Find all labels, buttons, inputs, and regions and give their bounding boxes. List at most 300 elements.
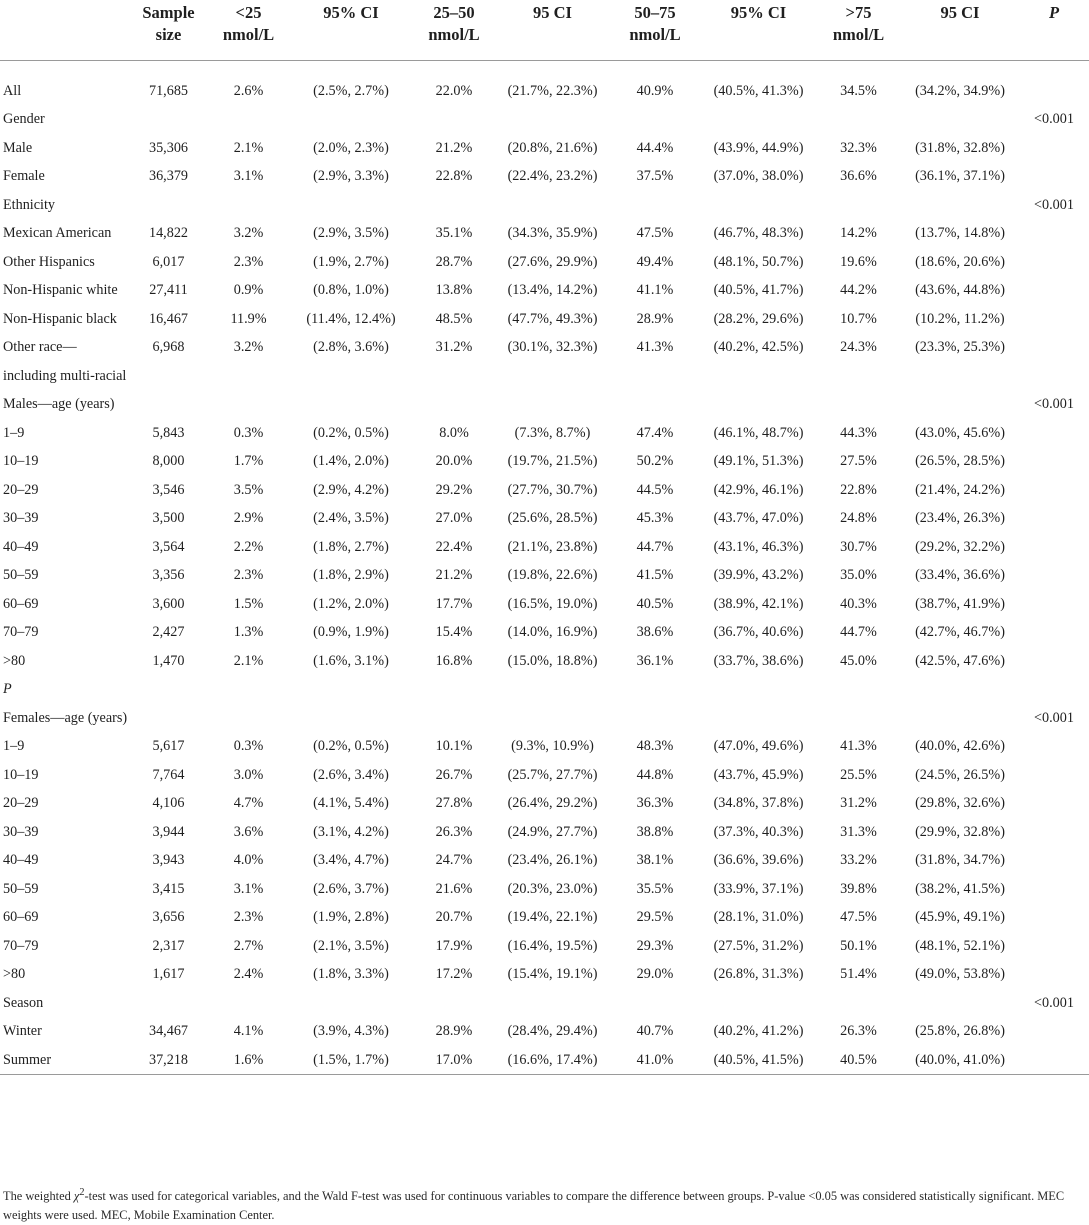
table-cell: 10.1% — [435, 738, 473, 754]
table-cell: (10.2%, 11.2%) — [915, 310, 1005, 327]
p-value-cell — [1019, 504, 1089, 533]
table-cell: (23.4%, 26.1%) — [507, 852, 598, 868]
table-cell: 4.7% — [233, 795, 264, 811]
table-cell: 40.9% — [636, 82, 674, 99]
table-cell: 27.8% — [435, 795, 473, 811]
table-cell — [207, 191, 290, 220]
p-value-cell — [1019, 675, 1089, 704]
table-cell: (27.5%, 31.2%) — [713, 937, 804, 954]
table-cell: 3,564 — [152, 538, 185, 555]
table-cell: (19.7%, 21.5%) — [507, 453, 598, 469]
table-cell: (11.4%, 12.4%) — [306, 310, 396, 327]
p-value-cell — [1019, 476, 1089, 505]
table-cell — [130, 390, 207, 419]
table-cell: (49.0%, 53.8%) — [915, 966, 1005, 982]
table-cell: 48.5% — [435, 310, 473, 327]
table-cell: (29.9%, 32.8%) — [915, 823, 1005, 840]
column-header-line2: nmol/L — [629, 25, 681, 44]
p-value-cell: <0.001 — [1034, 709, 1074, 726]
table-cell: 44.8% — [636, 766, 674, 783]
column-header-line1: 95 CI — [533, 3, 572, 22]
table-cell: (9.3%, 10.9%) — [511, 738, 594, 754]
table-row — [0, 504, 1089, 533]
table-cell — [496, 675, 609, 704]
table-cell: (43.1%, 46.3%) — [713, 538, 804, 555]
row-label: Male — [3, 139, 33, 156]
table-cell: 1.3% — [233, 624, 264, 640]
column-header — [130, 0, 207, 60]
table-cell — [412, 390, 496, 419]
table-cell: (43.9%, 44.9%) — [713, 139, 804, 156]
column-header — [901, 0, 1019, 60]
table-cell: 2.9% — [233, 510, 264, 526]
table-cell: (31.8%, 32.8%) — [915, 139, 1005, 156]
table-cell — [609, 390, 701, 419]
row-label: 70–79 — [3, 624, 39, 640]
table-cell: 2.7% — [233, 937, 264, 954]
table-cell: (29.8%, 32.6%) — [915, 795, 1005, 811]
table-cell: (25.6%, 28.5%) — [507, 510, 598, 526]
p-value-cell — [1019, 590, 1089, 619]
table-cell: 6,017 — [152, 253, 185, 270]
table-cell: 10.7% — [840, 310, 877, 327]
table-cell: 2.6% — [233, 82, 264, 99]
table-cell: 2.1% — [233, 139, 264, 156]
table-row — [0, 77, 1089, 106]
column-header-line1: <25 — [235, 3, 262, 22]
table-cell: (28.1%, 31.0%) — [713, 909, 804, 925]
table-cell: 40.5% — [636, 595, 674, 612]
table-cell: (0.8%, 1.0%) — [313, 282, 389, 298]
table-cell: 31.2% — [435, 339, 473, 355]
table-cell: 31.2% — [840, 795, 877, 811]
row-label: P — [3, 681, 12, 697]
row-label: 20–29 — [3, 795, 39, 811]
table-cell: (27.6%, 29.9%) — [507, 253, 598, 270]
table-cell: 39.8% — [840, 880, 877, 897]
table-cell: (1.5%, 1.7%) — [313, 1051, 389, 1068]
table-cell — [609, 989, 701, 1018]
table-cell: 3,546 — [152, 481, 185, 498]
table-row — [0, 960, 1089, 989]
table-cell: 2.3% — [233, 909, 264, 925]
table-cell: 27.0% — [435, 510, 473, 526]
table-cell: (43.7%, 47.0%) — [713, 510, 804, 526]
table-cell: (1.9%, 2.7%) — [313, 253, 389, 270]
table-cell: 22.8% — [435, 168, 473, 184]
p-value-cell: <0.001 — [1034, 111, 1074, 127]
row-label: 10–19 — [3, 766, 39, 783]
table-cell: 33.2% — [840, 852, 877, 868]
table-cell: 6,968 — [152, 339, 185, 355]
row-label: Non-Hispanic black — [3, 310, 117, 327]
table-cell: (18.6%, 20.6%) — [915, 253, 1005, 270]
table-row — [0, 248, 1089, 277]
table-cell: (2.0%, 2.3%) — [313, 139, 389, 156]
p-value-cell — [1019, 162, 1089, 191]
table-cell: 4.0% — [233, 852, 264, 868]
table-cell: 36.6% — [840, 168, 877, 184]
table-cell: 3,500 — [152, 510, 185, 526]
table-cell: (40.5%, 41.5%) — [713, 1051, 804, 1068]
table-cell: (49.1%, 51.3%) — [713, 453, 804, 469]
table-cell: 26.7% — [435, 766, 473, 783]
table-cell: (46.1%, 48.7%) — [713, 424, 804, 441]
table-row — [0, 447, 1089, 476]
column-header-line1: 50–75 — [634, 3, 676, 22]
table-cell: 26.3% — [840, 1023, 877, 1039]
table-cell: (34.8%, 37.8%) — [713, 795, 804, 811]
table-cell: (0.2%, 0.5%) — [313, 738, 389, 754]
table-cell: 2,317 — [152, 937, 185, 954]
table-cell: 44.5% — [636, 481, 674, 498]
row-label: 50–59 — [3, 567, 39, 583]
table-cell: (25.8%, 26.8%) — [915, 1023, 1005, 1039]
table-cell: 2,427 — [152, 624, 185, 640]
table-cell: 37.5% — [636, 168, 674, 184]
table-cell — [496, 390, 609, 419]
table-row — [0, 333, 1089, 390]
table-cell: 27,411 — [149, 282, 188, 298]
table-cell: 29.5% — [636, 909, 674, 925]
table-cell: 1,470 — [152, 652, 185, 669]
table-row — [0, 590, 1089, 619]
table-cell: 34.5% — [840, 82, 877, 99]
table-cell: 24.7% — [435, 852, 473, 868]
table-cell: (2.9%, 3.3%) — [313, 168, 389, 184]
table-cell — [609, 105, 701, 134]
table-row — [0, 647, 1089, 676]
table-cell: 0.3% — [233, 424, 264, 441]
row-label: Other Hispanics — [3, 253, 95, 270]
table-cell: 14.2% — [840, 225, 877, 241]
table-cell: 3.2% — [233, 339, 264, 355]
table-cell: 36.1% — [636, 652, 674, 669]
table-cell: (2.8%, 3.6%) — [313, 339, 389, 355]
table-cell: 1.6% — [233, 1051, 264, 1068]
row-label: 1–9 — [3, 424, 25, 441]
table-cell: (25.7%, 27.7%) — [507, 766, 598, 783]
table-cell: 21.2% — [435, 567, 473, 583]
table-cell: (24.9%, 27.7%) — [507, 823, 598, 840]
table-cell: (36.6%, 39.6%) — [713, 852, 804, 868]
table-cell: 41.3% — [840, 738, 877, 754]
table-cell: (21.1%, 23.8%) — [507, 538, 598, 555]
table-cell: 71,685 — [148, 82, 188, 99]
table-cell: (26.5%, 28.5%) — [915, 453, 1005, 469]
row-label: Males—age (years) — [3, 396, 115, 412]
table-cell: 3,415 — [152, 880, 185, 897]
table-cell: (2.9%, 4.2%) — [313, 481, 389, 498]
table-cell: 3,600 — [152, 595, 185, 612]
p-value-cell — [1019, 1017, 1089, 1046]
table-cell: 17.0% — [435, 1051, 473, 1068]
table-cell: 20.0% — [435, 453, 473, 469]
table-cell: 5,843 — [152, 424, 185, 441]
table-cell: (3.1%, 4.2%) — [313, 823, 389, 840]
table-cell — [412, 675, 496, 704]
table-row — [0, 875, 1089, 904]
table-cell: (2.6%, 3.4%) — [313, 766, 389, 783]
p-value-cell — [1019, 875, 1089, 904]
table-cell: 21.2% — [435, 139, 473, 156]
table-row — [0, 105, 1089, 134]
table-cell: (26.4%, 29.2%) — [507, 795, 598, 811]
column-header-line1: 95% CI — [323, 3, 379, 22]
p-value-cell — [1019, 960, 1089, 989]
table-cell: 28.7% — [435, 253, 473, 270]
table-cell — [290, 704, 412, 733]
table-cell — [496, 105, 609, 134]
table-row — [0, 846, 1089, 875]
table-cell: (1.4%, 2.0%) — [313, 453, 389, 469]
table-cell — [701, 704, 816, 733]
table-cell: 47.5% — [636, 225, 674, 241]
table-cell: 34,467 — [148, 1023, 188, 1039]
table-cell: 3.5% — [233, 481, 264, 498]
table-cell — [290, 105, 412, 134]
table-cell: 17.9% — [435, 937, 473, 954]
footnote-text-continued: -test was used for categorical variables, and the Wald F-test was used for continuous variables to compare the difference between groups. P-value <0.05 was considered statistically significant. MEC weights were used. MEC, Mobile Examination Center. — [3, 1189, 1065, 1223]
table-cell: (15.4%, 19.1%) — [507, 966, 598, 982]
table-cell: 16.8% — [435, 652, 473, 669]
table-cell: 29.3% — [636, 937, 674, 954]
table-cell: (38.9%, 42.1%) — [713, 595, 804, 612]
table-cell: 0.3% — [233, 738, 264, 754]
table-cell: 2.3% — [233, 567, 264, 583]
table-cell — [901, 390, 1019, 419]
table-cell: 1,617 — [152, 966, 185, 982]
table-row — [0, 276, 1089, 305]
column-header — [701, 0, 816, 60]
table-row — [0, 419, 1089, 448]
table-cell: 37,218 — [148, 1051, 188, 1068]
table-cell — [290, 191, 412, 220]
table-cell: 25.5% — [840, 766, 877, 783]
table-cell: 29.2% — [435, 481, 473, 498]
table-cell: 7,764 — [152, 766, 185, 783]
table-cell: (31.8%, 34.7%) — [915, 852, 1005, 868]
table-cell: 30.7% — [840, 538, 877, 555]
table-cell: 2.3% — [233, 253, 264, 270]
table-cell: (2.4%, 3.5%) — [313, 510, 389, 526]
row-label: Other race—including multi-racial — [3, 339, 127, 384]
p-value-cell — [1019, 248, 1089, 277]
row-label: 10–19 — [3, 453, 39, 469]
table-cell: 50.2% — [636, 453, 674, 469]
table-cell — [901, 105, 1019, 134]
table-cell: (21.4%, 24.2%) — [915, 481, 1005, 498]
table-cell: (33.7%, 38.6%) — [713, 652, 804, 669]
table-cell — [901, 191, 1019, 220]
table-cell: (28.2%, 29.6%) — [713, 310, 804, 327]
table-body — [0, 77, 1089, 1075]
p-value-cell — [1019, 219, 1089, 248]
table-footnote — [3, 1183, 1087, 1225]
table-row — [0, 618, 1089, 647]
table-cell: (29.2%, 32.2%) — [915, 538, 1005, 555]
table-cell: (0.2%, 0.5%) — [313, 424, 389, 441]
table-cell: (46.7%, 48.3%) — [713, 225, 804, 241]
table-cell: 29.0% — [636, 966, 674, 982]
table-cell — [901, 989, 1019, 1018]
table-row — [0, 305, 1089, 334]
table-cell — [701, 105, 816, 134]
table-cell: 36.3% — [636, 795, 674, 811]
table-cell: 11.9% — [230, 310, 267, 327]
table-cell: (47.7%, 49.3%) — [507, 310, 598, 327]
row-label: Mexican American — [3, 225, 112, 241]
table-cell: 3,656 — [152, 909, 185, 925]
table-cell: (16.4%, 19.5%) — [507, 937, 598, 954]
row-label: 60–69 — [3, 909, 39, 925]
table-cell: (3.4%, 4.7%) — [313, 852, 389, 868]
table-cell: 44.7% — [840, 624, 877, 640]
column-header-line2: nmol/L — [832, 25, 885, 44]
row-label: 40–49 — [3, 538, 39, 555]
row-label: All — [3, 82, 22, 99]
table-cell — [816, 191, 901, 220]
table-cell — [412, 191, 496, 220]
table-cell: (48.1%, 52.1%) — [915, 937, 1005, 954]
row-label: 70–79 — [3, 937, 39, 954]
table-cell — [207, 989, 290, 1018]
table-cell: 4,106 — [152, 795, 185, 811]
row-label: 30–39 — [3, 823, 39, 840]
p-value-cell — [1019, 761, 1089, 790]
p-value-cell — [1019, 846, 1089, 875]
p-value-cell — [1019, 276, 1089, 305]
table-cell — [816, 675, 901, 704]
table-row — [0, 561, 1089, 590]
table-cell: 14,822 — [148, 225, 188, 241]
table-cell: 26.3% — [435, 823, 473, 840]
row-label: Season — [3, 994, 44, 1011]
table-cell: 3,944 — [152, 823, 185, 840]
table-cell: (30.1%, 32.3%) — [507, 339, 598, 355]
row-label: 50–59 — [3, 880, 39, 897]
p-value-cell — [1019, 134, 1089, 163]
table-cell: 35.0% — [840, 567, 877, 583]
table-cell: 20.7% — [435, 909, 473, 925]
table-cell: 3.0% — [233, 766, 264, 783]
table-cell — [609, 675, 701, 704]
table-cell: (33.4%, 36.6%) — [915, 567, 1005, 583]
table-cell: (2.6%, 3.7%) — [313, 880, 389, 897]
table-cell: 31.3% — [840, 823, 877, 840]
p-value-cell — [1019, 1046, 1089, 1075]
table-cell — [609, 704, 701, 733]
table-cell: 3.1% — [233, 168, 264, 184]
table-cell — [290, 675, 412, 704]
table-cell: 16,467 — [148, 310, 188, 327]
table-cell — [412, 989, 496, 1018]
table-cell: (24.5%, 26.5%) — [915, 766, 1005, 783]
table-cell: (23.4%, 26.3%) — [915, 510, 1005, 526]
table-row — [0, 932, 1089, 961]
table-cell: 5,617 — [152, 738, 185, 754]
p-value-cell — [1019, 647, 1089, 676]
table-cell: (40.0%, 42.6%) — [915, 738, 1005, 754]
table-cell: (16.6%, 17.4%) — [507, 1051, 598, 1068]
table-cell: 3.6% — [233, 823, 264, 840]
table-cell: 21.6% — [435, 880, 473, 897]
table-cell: (21.7%, 22.3%) — [507, 82, 598, 99]
table-cell: 15.4% — [435, 624, 473, 640]
table-cell: 24.3% — [840, 339, 877, 355]
p-value-cell — [1019, 333, 1089, 390]
table-cell: 4.1% — [233, 1023, 264, 1039]
table-cell — [290, 989, 412, 1018]
table-cell: (0.9%, 1.9%) — [313, 624, 389, 640]
table-cell — [207, 105, 290, 134]
table-cell: 2.2% — [233, 538, 264, 555]
row-label: 1–9 — [3, 738, 25, 754]
table-row — [0, 134, 1089, 163]
table-cell: 47.5% — [840, 909, 877, 925]
row-label: >80 — [3, 966, 26, 982]
table-cell: 22.0% — [435, 82, 473, 99]
table-cell: (40.0%, 41.0%) — [915, 1051, 1005, 1068]
row-label: 60–69 — [3, 595, 39, 612]
table-cell — [701, 191, 816, 220]
table-cell: (1.9%, 2.8%) — [313, 909, 389, 925]
table-cell: 40.5% — [840, 1051, 877, 1068]
table-cell: (1.8%, 2.7%) — [313, 538, 389, 555]
column-header-line1: Sample — [142, 3, 195, 22]
table-cell: 44.3% — [840, 424, 877, 441]
table-cell: 27.5% — [840, 453, 877, 469]
table-cell: 3,356 — [152, 567, 185, 583]
table-cell: (43.0%, 45.6%) — [915, 424, 1005, 441]
table-cell: (3.9%, 4.3%) — [313, 1023, 389, 1039]
table-cell: 3.1% — [233, 880, 264, 897]
table-cell: (19.4%, 22.1%) — [507, 909, 598, 925]
table-cell — [816, 390, 901, 419]
column-header-line1: >75 — [845, 3, 872, 22]
row-label: 30–39 — [3, 510, 39, 526]
table-cell: 41.5% — [636, 567, 674, 583]
table-cell: 2.4% — [233, 966, 264, 982]
table-row — [0, 818, 1089, 847]
p-value-cell — [1019, 732, 1089, 761]
table-cell: (1.8%, 3.3%) — [313, 966, 389, 982]
table-cell: 35,306 — [148, 139, 188, 156]
table-cell: (42.9%, 46.1%) — [713, 481, 804, 498]
table-row — [0, 732, 1089, 761]
table-cell: 3.2% — [233, 225, 264, 241]
table-cell: 0.9% — [233, 282, 264, 298]
p-value-cell — [1019, 789, 1089, 818]
column-header — [496, 0, 609, 60]
table-cell: (40.5%, 41.3%) — [713, 82, 804, 99]
table-cell: (38.7%, 41.9%) — [915, 595, 1005, 612]
table-cell: (34.2%, 34.9%) — [915, 82, 1005, 99]
table-cell — [496, 191, 609, 220]
table-cell: 44.2% — [840, 282, 877, 298]
table-cell: (47.0%, 49.6%) — [713, 738, 804, 754]
column-header-line1: P — [1048, 3, 1060, 22]
row-label: Females—age (years) — [3, 709, 128, 726]
table-cell: (28.4%, 29.4%) — [507, 1023, 598, 1039]
p-value-cell — [1019, 618, 1089, 647]
table-cell: 38.6% — [636, 624, 674, 640]
table-cell: (14.0%, 16.9%) — [507, 624, 598, 640]
table-cell — [130, 704, 207, 733]
table-cell: 38.8% — [636, 823, 674, 840]
table-row — [0, 675, 1089, 704]
column-header-line1: 25–50 — [433, 3, 475, 22]
